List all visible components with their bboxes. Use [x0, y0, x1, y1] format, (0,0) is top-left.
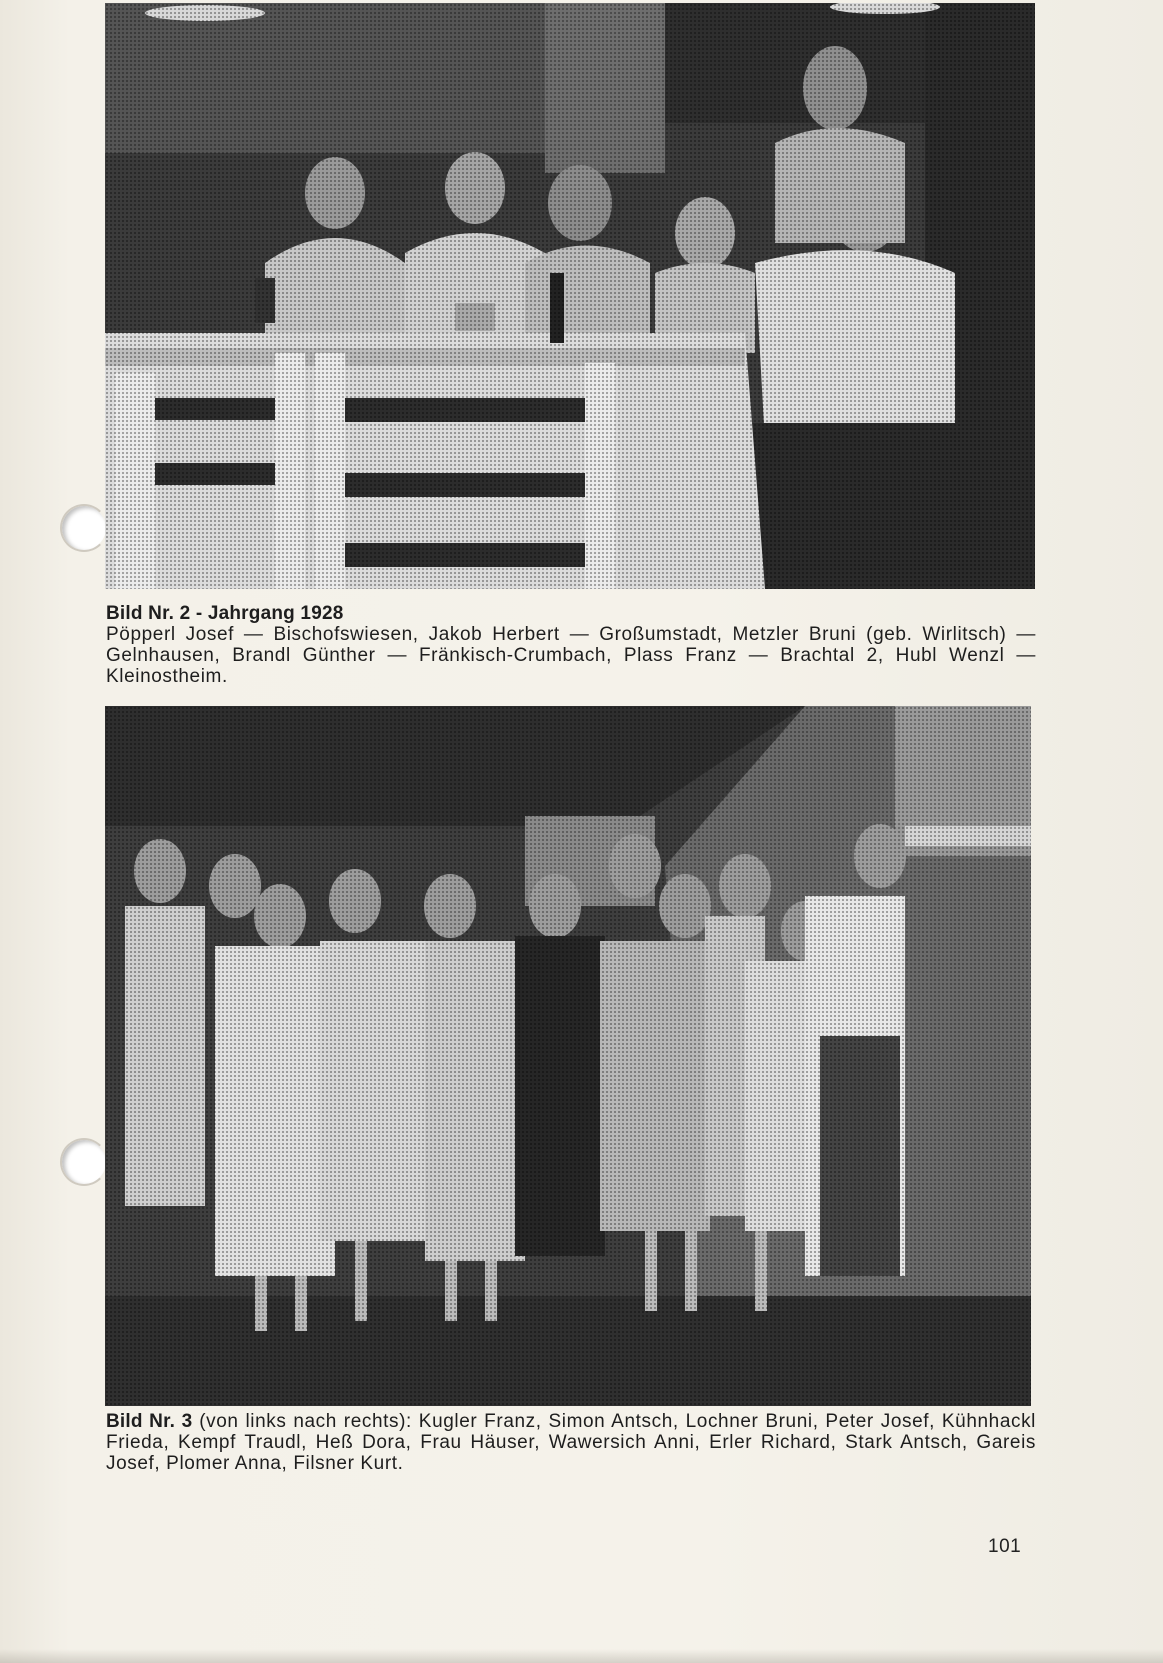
punch-hole-bottom — [60, 1138, 108, 1186]
caption-photo-2-title: Bild Nr. 2 - Jahrgang 1928 — [106, 603, 344, 624]
photo-jahrgang-1928 — [105, 3, 1035, 589]
punch-hole-top — [60, 504, 108, 552]
caption-photo-3 — [106, 1411, 1036, 1474]
caption-photo-2-text: Pöpperl Josef — Bischofswiesen, Jakob Herbert — Großumstadt, Metzler Bruni (geb. Wirlitsch) — Gelnhausen, Brandl Günther — Fränkisch-Crumbach, Plass Franz — Brachtal 2, Hubl Wenzl — Kleinostheim. — [106, 624, 1036, 687]
photo-group-standing — [105, 706, 1031, 1406]
page-number: 101 — [988, 1536, 1022, 1557]
caption-photo-3-title: Bild Nr. 3 — [106, 1411, 193, 1432]
page-bottom-edge — [0, 1649, 1163, 1663]
caption-photo-3-text: (von links nach rechts): Kugler Franz, Simon Antsch, Lochner Bruni, Peter Josef, Kühnhackl Frieda, Kempf Traudl, Heß Dora, Frau Häuser, Wawersich Anni, Erler Richard, Stark Antsch, Gareis Josef, Plomer Anna, Filsner Kurt. — [106, 1411, 1037, 1474]
caption-photo-2 — [106, 603, 1036, 687]
